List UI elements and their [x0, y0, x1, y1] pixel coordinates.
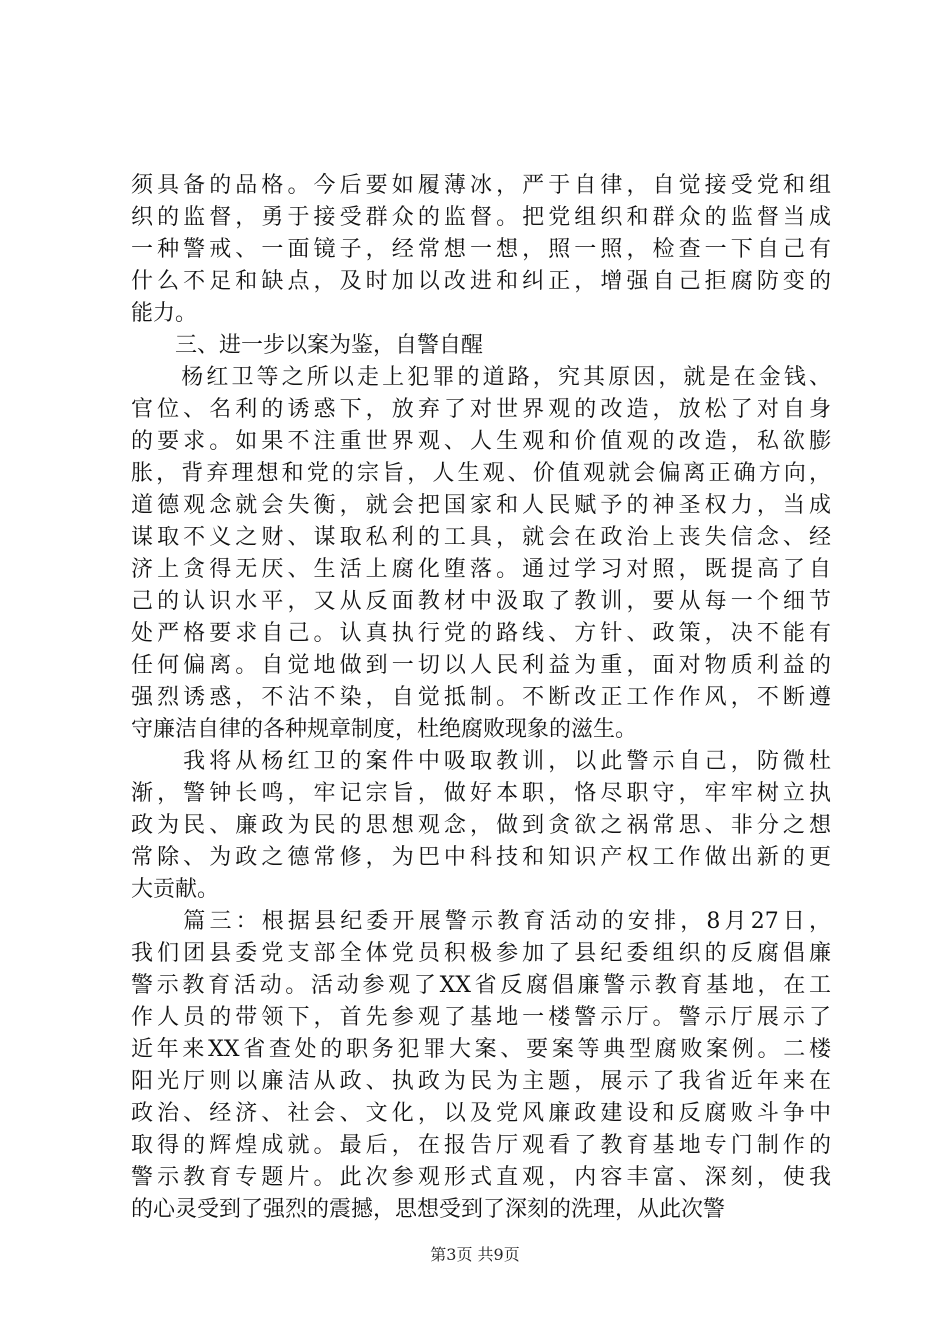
text-line: 政为民、廉政为民的思想观念，做到贪欲之祸常思、非分之想: [131, 813, 831, 838]
text-line: 济上贪得无厌、生活上腐化堕落。通过学习对照，既提高了自: [131, 557, 831, 582]
text-line: 一种警戒、一面镜子，经常想一想，照一照，检查一下自己有: [131, 237, 831, 262]
text-line: 须具备的品格。今后要如履薄冰，严于自律，自觉接受党和组: [131, 173, 831, 198]
paragraph-p5: [131, 906, 831, 1226]
text-line: 的心灵受到了强烈的震撼，思想受到了深刻的洗理，从此次警: [131, 1197, 726, 1222]
text-line: 织的监督，勇于接受群众的监督。把党组织和群众的监督当成: [131, 205, 831, 230]
paragraph-p3: [131, 362, 831, 746]
document-body: [131, 170, 831, 1226]
text-line: 政治、经济、社会、文化，以及党风廉政建设和反腐败斗争中: [131, 1101, 831, 1126]
paragraph-p4: [131, 746, 831, 906]
text-line: 官位、名利的诱惑下，放弃了对世界观的改造，放松了对自身: [131, 397, 831, 422]
text-line: 强烈诱惑，不沾不染，自觉抵制。不断改正工作作风，不断遵: [131, 685, 831, 710]
text-line: 警示教育专题片。此次参观形式直观，内容丰富、深刻，使我: [131, 1165, 831, 1190]
text-line: 守廉洁自律的各种规章制度，杜绝腐败现象的滋生。: [131, 717, 638, 742]
text-line: 三、进一步以案为鉴，自警自醒: [131, 333, 484, 358]
text-line: 任何偏离。自觉地做到一切以人民利益为重，面对物质利益的: [131, 653, 831, 678]
text-line: 渐，警钟长鸣，牢记宗旨，做好本职，恪尽职守，牢牢树立执: [131, 781, 831, 806]
text-line: 篇三：根据县纪委开展警示教育活动的安排，8月27日，: [131, 909, 831, 934]
text-line: 什么不足和缺点，及时加以改进和纠正，增强自己拒腐防变的: [131, 269, 831, 294]
page-footer: 第3页 共9页: [430, 1245, 520, 1264]
paragraph-p1: [131, 170, 831, 330]
text-line: 胀，背弃理想和党的宗旨，人生观、价值观就会偏离正确方向，: [131, 461, 831, 486]
text-line: 道德观念就会失衡，就会把国家和人民赋予的神圣权力，当成: [131, 493, 831, 518]
text-line: 阳光厅则以廉洁从政、执政为民为主题，展示了我省近年来在: [131, 1069, 831, 1094]
text-line: 能力。: [131, 301, 198, 326]
text-line: 我将从杨红卫的案件中吸取教训，以此警示自己，防微杜: [131, 749, 831, 774]
text-line: 警示教育活动。活动参观了XX省反腐倡廉警示教育基地，在工: [131, 973, 831, 998]
text-line: 常除、为政之德常修，为巴中科技和知识产权工作做出新的更: [131, 845, 831, 870]
text-line: 我们团县委党支部全体党员积极参加了县纪委组织的反腐倡廉: [131, 941, 831, 966]
text-line: 谋取不义之财、谋取私利的工具，就会在政治上丧失信念、经: [131, 525, 831, 550]
text-line: 取得的辉煌成就。最后，在报告厅观看了教育基地专门制作的: [131, 1133, 831, 1158]
text-line: 大贡献。: [131, 877, 220, 902]
text-line: 处严格要求自己。认真执行党的路线、方针、政策，决不能有: [131, 621, 831, 646]
text-line: 的要求。如果不注重世界观、人生观和价值观的改造，私欲膨: [131, 429, 831, 454]
text-line: 近年来XX省查处的职务犯罪大案、要案等典型腐败案例。二楼: [131, 1037, 831, 1062]
paragraph-p2-heading: [131, 330, 831, 362]
text-line: 己的认识水平，又从反面教材中汲取了教训，要从每一个细节: [131, 589, 831, 614]
text-line: 杨红卫等之所以走上犯罪的道路，究其原因，就是在金钱、: [131, 365, 831, 390]
text-line: 作人员的带领下，首先参观了基地一楼警示厅。警示厅展示了: [131, 1005, 831, 1030]
